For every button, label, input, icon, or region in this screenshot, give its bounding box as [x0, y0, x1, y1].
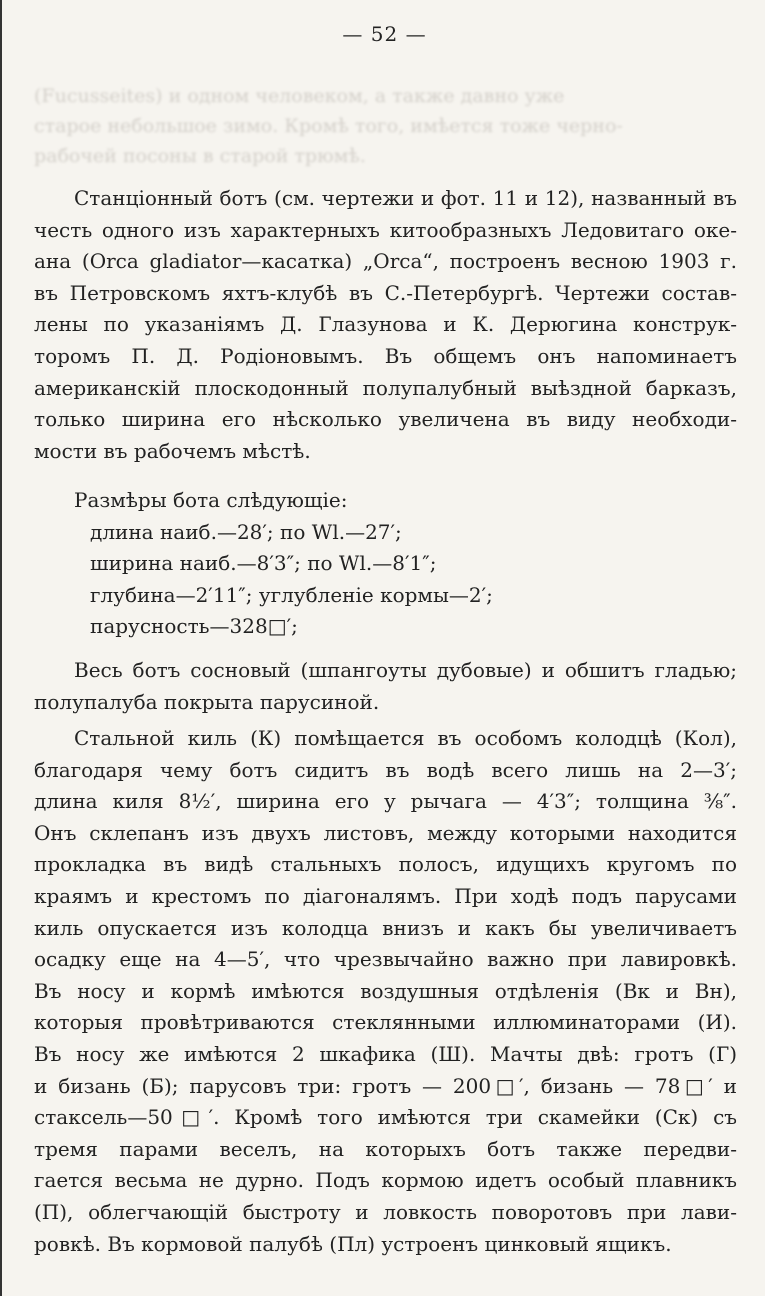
text-line: торомъ П. Д. Родіоновымъ. Въ общемъ онъ напоминаетъ — [34, 343, 737, 368]
text-line: мости въ рабочемъ мѣстѣ. — [34, 438, 311, 463]
text-line: длина киля 8½′, ширина его у рычага — 4′3″; толщина ⅜″. — [34, 789, 737, 814]
text-line: въ Петровскомъ яхтъ-клубѣ въ С.-Петербургѣ. Чертежи состав- — [34, 280, 737, 305]
bleed-through-line: (Fucusseites) и одном человеком, а также давно уже — [34, 85, 565, 107]
text-line: лены по указаніямъ Д. Глазунова и К. Дерюгина конструк- — [34, 312, 737, 337]
dimension-item: ширина наиб.—8′3″; по Wl.—8′1″; — [90, 551, 437, 576]
text-line: Онъ склепанъ изъ двухъ листовъ, между которыми находится — [34, 820, 737, 845]
text-line: гается весьма не дурно. Подъ кормою идетъ особый плавникъ — [34, 1168, 737, 1193]
text-line: прокладка въ видѣ стальныхъ полосъ, идущихъ кругомъ по — [34, 852, 737, 877]
text-line: честь одного изъ характерныхъ китообразныхъ Ледовитаго оке- — [34, 217, 737, 242]
bleed-through-line: рабочей посоны в старой трюмѣ. — [34, 145, 366, 167]
page-number: — 52 — — [342, 22, 427, 46]
text-line: американскій плоскодонный полупалубный выѣздной барказъ, — [34, 375, 737, 400]
text-line: тремя парами веселъ, на которыхъ ботъ также передви- — [34, 1136, 737, 1161]
text-line: Стальной киль (К) помѣщается въ особомъ колодцѣ (Кол), — [74, 726, 737, 750]
text-line: киль опускается изъ колодца внизъ и какъ бы увеличиваетъ — [34, 915, 737, 940]
text-line: ровкѣ. Въ кормовой палубѣ (Пл) устроенъ цинковый ящикъ. — [34, 1231, 672, 1256]
text-line: и бизань (Б); парусовъ три: гротъ — 200□′, бизань — 78□′ и — [34, 1073, 737, 1098]
dimension-item: длина наиб.—28′; по Wl.—27′; — [90, 519, 402, 544]
text-line: ана (Orca gladiator—касатка) „Orca“, построенъ весною 1903 г. — [34, 249, 737, 274]
bleed-through-line: старое небольшое зимо. Кромѣ того, имѣется тоже черно- — [34, 115, 623, 137]
text-line: краямъ и крестомъ по діагоналямъ. При ходѣ подъ парусами — [34, 883, 737, 908]
text-line: (П), облегчающій быстроту и ловкость поворотовъ при лави- — [34, 1199, 737, 1224]
text-line: благодаря чему ботъ сидитъ въ водѣ всего лишь на 2—3′; — [34, 757, 737, 782]
text-line: Въ носу же имѣются 2 шкафика (Ш). Мачты двѣ: гротъ (Г) — [34, 1041, 737, 1066]
dimension-item: парусность—328□′; — [90, 614, 298, 639]
text-line: которыя провѣтриваются стеклянными иллюминаторами (И). — [34, 1010, 737, 1035]
paragraph-boat-description — [34, 183, 737, 467]
text-line: Весь ботъ сосновый (шпангоуты дубовые) и обшитъ гладью; — [74, 658, 737, 682]
text-line: полупалуба покрыта парусиной. — [34, 689, 380, 714]
text-line: только ширина его нѣсколько увеличена въ виду необходи- — [34, 407, 737, 432]
paragraph-keel-description — [34, 723, 737, 1260]
paragraph-hull-material — [34, 655, 737, 718]
dimensions-list — [34, 485, 737, 643]
dimension-item: глубина—2′11″; углубленіе кормы—2′; — [90, 582, 493, 607]
text-line: Въ носу и кормѣ имѣются воздушныя отдѣленія (Вк и Вн), — [34, 978, 737, 1003]
text-line: стаксель—50□′. Кромѣ того имѣются три скамейки (Ск) съ — [34, 1105, 737, 1130]
text-line: Станціонный ботъ (см. чертежи и фот. 11 и 12), названный въ — [74, 186, 737, 210]
text-line: осадку еще на 4—5′, что чрезвычайно важно при лавировкѣ. — [34, 947, 737, 972]
dimensions-heading: Размѣры бота слѣдующіе: — [74, 488, 348, 512]
